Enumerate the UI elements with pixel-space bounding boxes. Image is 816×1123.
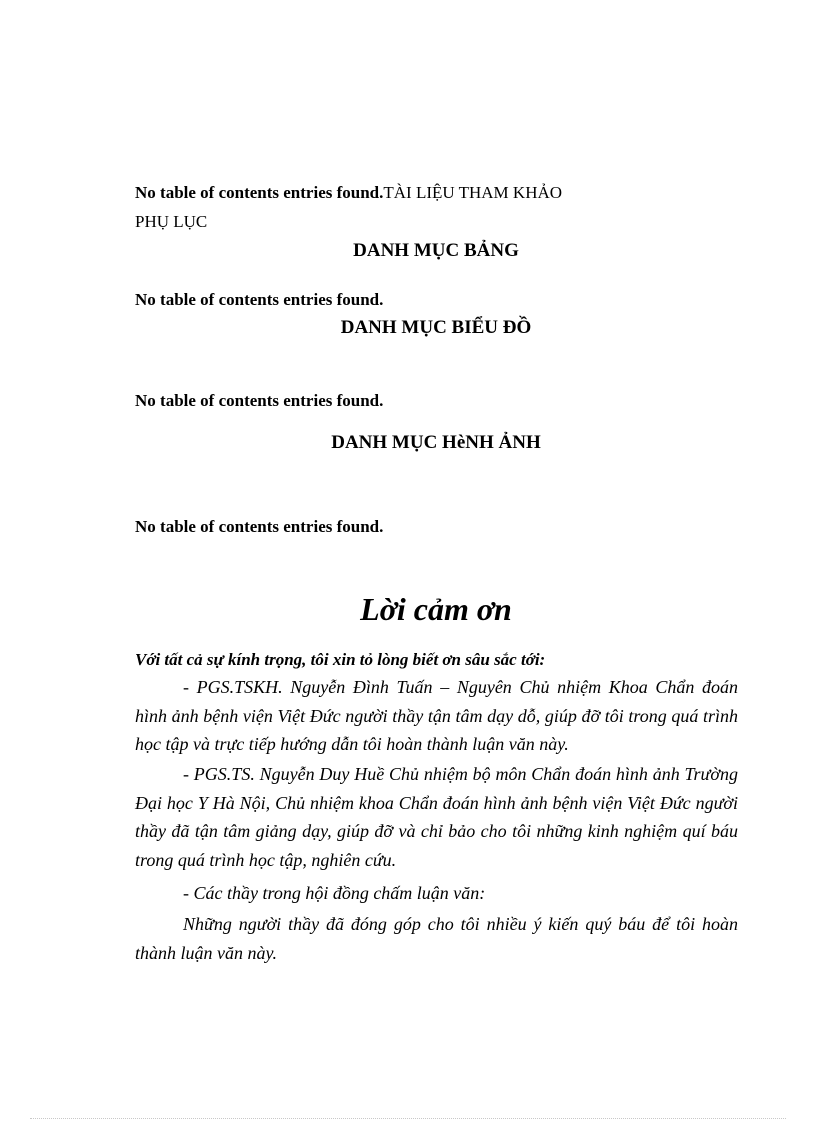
page-bottom-divider xyxy=(30,1118,786,1119)
acknowledgement-paragraph: Những người thầy đã đóng góp cho tôi nhiều ý kiến quý báu để tôi hoàn thành luận văn này. xyxy=(135,914,738,963)
charts-empty-message: No table of contents entries found. xyxy=(135,391,384,410)
acknowledgement-paragraph: - Các thầy trong hội đồng chấm luận văn: xyxy=(183,883,486,903)
toc-line-1 xyxy=(135,183,562,203)
toc-entry-appendix: PHỤ LỤC xyxy=(135,212,208,231)
toc-empty-message: No table of contents entries found. xyxy=(135,183,384,202)
heading-list-of-images: DANH MỤC HèNH ẢNH xyxy=(331,432,541,453)
toc-entry-references: TÀI LIỆU THAM KHẢO xyxy=(383,183,563,202)
acknowledgement-paragraph: - PGS.TS. Nguyễn Duy Huề Chủ nhiệm bộ môn Chẩn đoán hình ảnh Trường Đại học Y Hà Nội, Chủ nhiệm khoa Chẩn đoán hình ảnh bệnh viện Việt Đức người thầy đã tận tâm giảng dạy, giúp đỡ và chỉ bảo cho tôi những kinh nghiệm quí báu trong quá trình học tập, nghiên cứu. xyxy=(135,764,738,870)
heading-list-of-charts: DANH MỤC BIỂU ĐỒ xyxy=(340,317,532,338)
heading-list-of-tables: DANH MỤC BẢNG xyxy=(353,240,519,261)
tables-empty-message: No table of contents entries found. xyxy=(135,290,384,309)
acknowledgement-paragraph: - PGS.TSKH. Nguyễn Đình Tuấn – Nguyên Chủ nhiệm Khoa Chẩn đoán hình ảnh bệnh viện Việt Đức người thầy tận tâm dạy dỗ, giúp đỡ tôi trong quá trình học tập và trực tiếp hướng dẫn tôi hoàn thành luận văn này. xyxy=(135,677,738,754)
acknowledgement-intro: Với tất cả sự kính trọng, tôi xin tỏ lòng biết ơn sâu sắc tới: xyxy=(135,650,546,669)
acknowledgement-title: Lời cảm ơn xyxy=(360,591,512,627)
images-empty-message: No table of contents entries found. xyxy=(135,517,384,536)
